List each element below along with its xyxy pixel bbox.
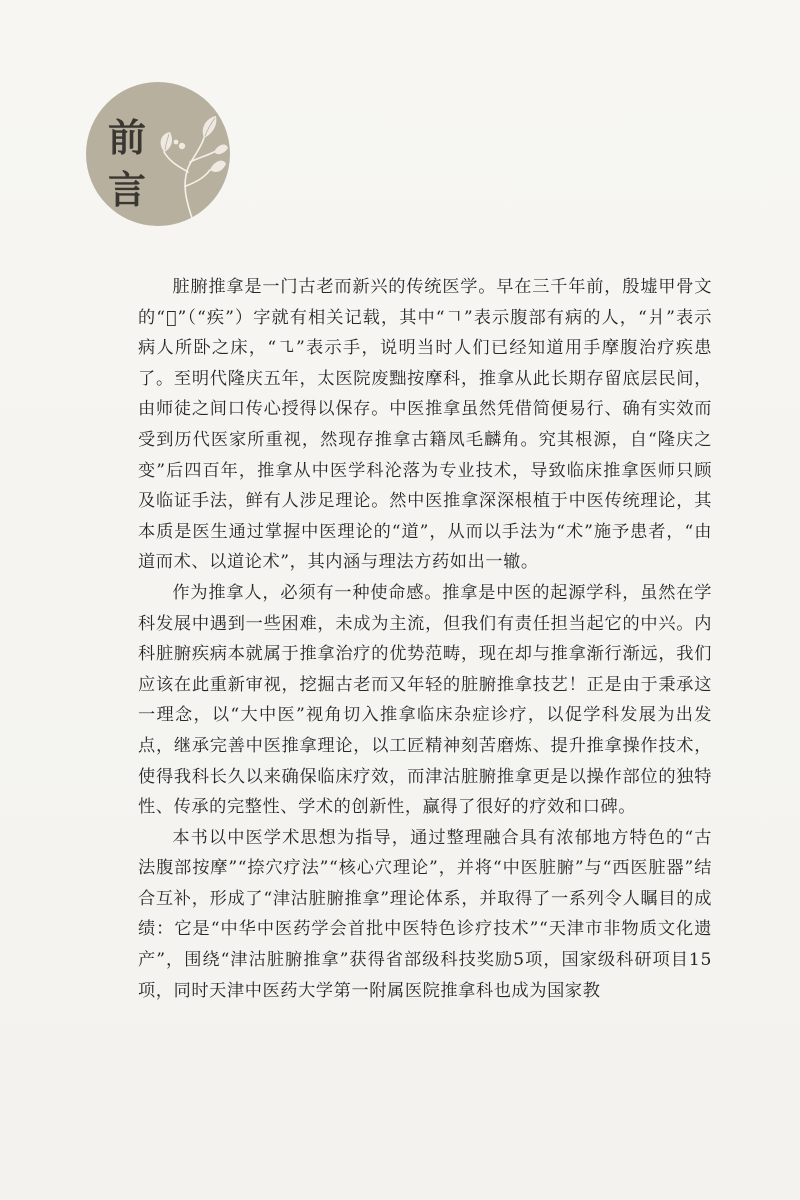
paragraph-3: 本书以中医学术思想为指导，通过整理融合具有浓郁地方特色的“古法腹部按摩”“捺穴疗法”“核心穴理论”，并将“中医脏腑”与“西医脏器”结合互补，形成了“津沽脏腑推拿”理论体系，并取得了一系列令人瞩目的成绩：它是“中华中医药学会首批中医特色诊疗技术”“天津市非物质文化遗产”，围绕“津沽脏腑推拿”获得省部级科技奖励5项，国家级科研项目15项，同时天津中医药大学第一附属医院推拿科也成为国家教	[138, 827, 712, 1001]
paragraph-2: 作为推拿人，必须有一种使命感。推拿是中医的起源学科，虽然在学科发展中遇到一些困难，未成为主流，但我们有责任担当起它的中兴。内科脏腑疾病本就属于推拿治疗的优势范畴，现在却与推拿渐行渐远，我们应该在此重新审视，挖掘古老而又年轻的脏腑推拿技艺！正是由于秉承这一理念，以“大中医”视角切入推拿临床杂症诊疗，以促学科发展为出发点，继承完善中医推拿理论，以工匠精神刻苦磨炼、提升推拿操作技术，使得我科长久以来确保临床疗效，而津沽脏腑推拿更是以操作部位的独特性、传承的完整性、学术的创新性，赢得了很好的疗效和口碑。	[138, 582, 712, 818]
preface-body	[138, 272, 712, 1006]
sprig-icon	[156, 112, 228, 220]
page-title: 前 言	[108, 116, 147, 212]
paragraph-1: 脏腑推拿是一门古老而新兴的传统医学。早在三千年前，殷墟甲骨文的“𤕫”（“疾”）字就有相关记载，其中“𠃍”表示腹部有病的人，“爿”表示病人所卧之床，“㇈”表示手，说明当时人们已经知道用手摩腹治疗疾患了。至明代隆庆五年，太医院废黜按摩科，推拿从此长期存留底层民间，由师徒之间口传心授得以保存。中医推拿虽然凭借简便易行、确有实效而受到历代医家所重视，然现存推拿古籍凤毛麟角。究其根源，自“隆庆之变”后四百年，推拿从中医学科沦落为专业技术，导致临床推拿医师只顾及临证手法，鲜有人涉足理论。然中医推拿深深根植于中医传统理论，其本质是医生通过掌握中医理论的“道”，从而以手法为“术”施予患者，“由道而术、以道论术”，其内涵与理法方药如出一辙。	[138, 277, 712, 573]
